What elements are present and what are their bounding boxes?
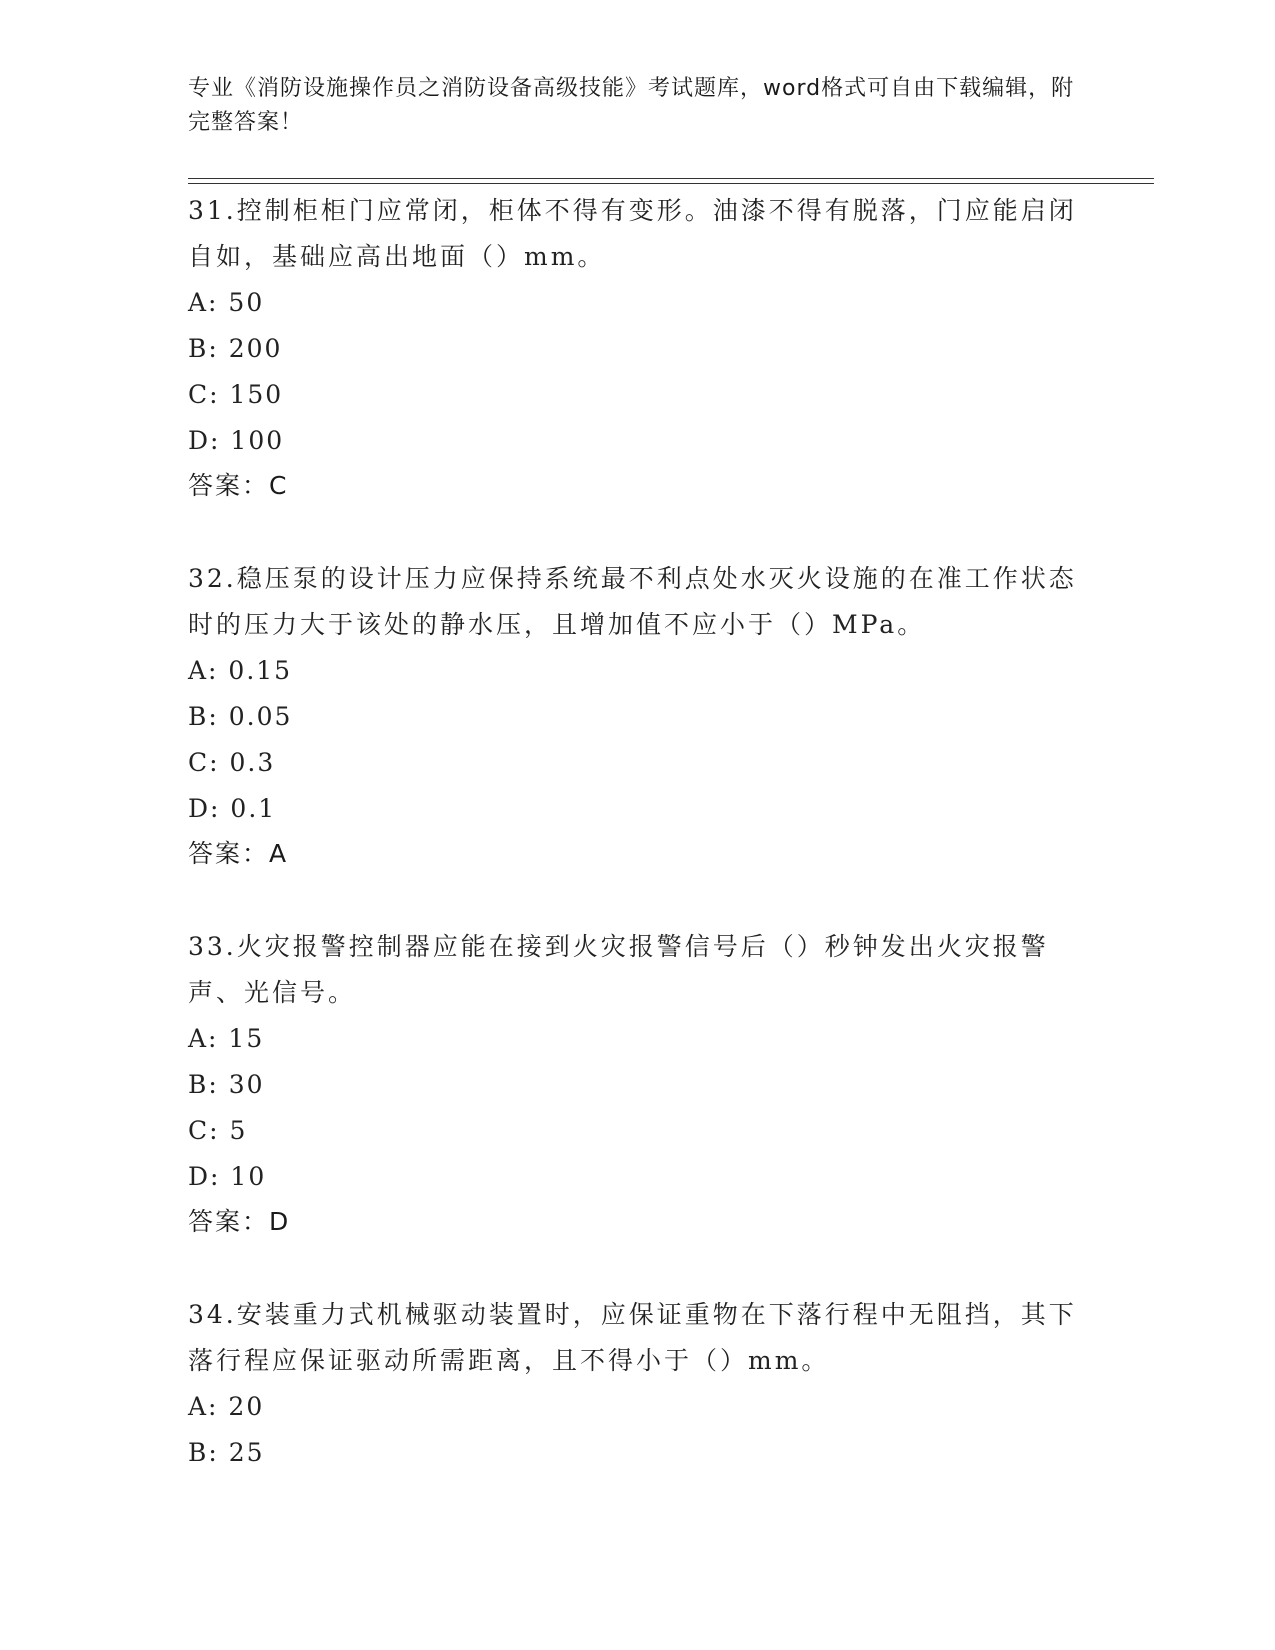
question-list <box>188 188 1088 1524</box>
header-divider-top <box>188 178 1154 179</box>
answer-label: 答案：D <box>188 1207 291 1236</box>
option-d: D: 10 <box>188 1162 267 1191</box>
answer-label: 答案：C <box>188 471 289 500</box>
option-c: C: 5 <box>188 1116 248 1145</box>
header-divider-bottom <box>188 183 1154 184</box>
question-stem: 34.安装重力式机械驱动装置时，应保证重物在下落行程中无阻挡，其下落行程应保证驱动所需距离，且不得小于（）mm。 <box>188 1300 1077 1375</box>
question-stem: 31.控制柜柜门应常闭，柜体不得有变形。油漆不得有脱落，门应能启闭自如，基础应高出地面（）mm。 <box>188 196 1077 271</box>
question-34 <box>188 1292 1088 1476</box>
option-c: C: 0.3 <box>188 748 276 777</box>
option-d: D: 0.1 <box>188 794 277 823</box>
option-a: A: 50 <box>188 288 265 317</box>
question-33 <box>188 924 1088 1244</box>
option-b: B: 25 <box>188 1438 265 1467</box>
option-a: A: 0.15 <box>188 656 293 685</box>
question-stem: 33.火灾报警控制器应能在接到火灾报警信号后（）秒钟发出火灾报警声、光信号。 <box>188 932 1049 1007</box>
question-31 <box>188 188 1088 508</box>
option-b: B: 200 <box>188 334 283 363</box>
option-a: A: 15 <box>188 1024 265 1053</box>
answer-label: 答案：A <box>188 839 289 868</box>
option-d: D: 100 <box>188 426 285 455</box>
option-b: B: 0.05 <box>188 702 293 731</box>
option-a: A: 20 <box>188 1392 265 1421</box>
question-32 <box>188 556 1088 876</box>
question-stem: 32.稳压泵的设计压力应保持系统最不利点处水灭火设施的在准工作状态时的压力大于该处的静水压，且增加值不应小于（）MPa。 <box>188 564 1077 639</box>
option-c: C: 150 <box>188 380 284 409</box>
document-header: 专业《消防设施操作员之消防设备高级技能》考试题库，word格式可自由下载编辑，附完整答案！ <box>188 76 1075 135</box>
option-b: B: 30 <box>188 1070 265 1099</box>
